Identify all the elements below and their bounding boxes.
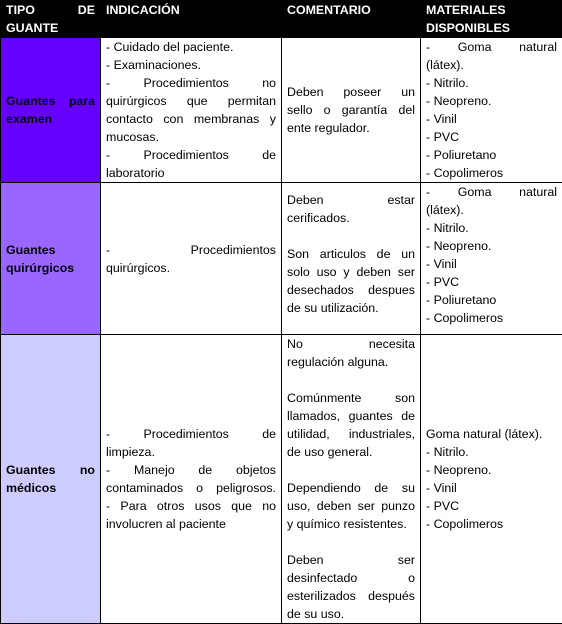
material-line: - Nitrilo. bbox=[426, 443, 557, 461]
indicacion-line: contacto con membranas y bbox=[106, 110, 276, 128]
header-tipo-word: TIPO bbox=[6, 3, 35, 17]
comentario-line: uso, deben ser punzo bbox=[287, 497, 415, 515]
material-line: (látex). bbox=[426, 56, 557, 74]
table-row bbox=[1, 335, 562, 624]
material-line: - Poliuretano bbox=[426, 146, 557, 164]
glove-type-line2: quirúrgicos bbox=[6, 259, 95, 277]
material-line: - Neopreno. bbox=[426, 461, 557, 479]
indicacion-cell bbox=[101, 335, 282, 624]
material-line: - Copolimeros bbox=[426, 164, 557, 182]
indicacion-line: laboratorio bbox=[106, 164, 276, 182]
material-line: - Goma natural bbox=[426, 38, 557, 56]
material-line: - Copolimeros bbox=[426, 309, 557, 327]
material-line: (látex). bbox=[426, 201, 557, 219]
comentario-line: Dependiendo de su bbox=[287, 479, 415, 497]
glove-type-line2: examen bbox=[6, 110, 95, 128]
glove-type-line2: médicos bbox=[6, 479, 95, 497]
materiales-cell bbox=[421, 335, 562, 624]
comentario-line: de su utilización. bbox=[287, 299, 415, 317]
indicacion-cell bbox=[101, 38, 282, 183]
indicacion-line: quirúrgicos que permitan bbox=[106, 92, 276, 110]
indicacion-line: involucren al paciente bbox=[106, 515, 276, 533]
material-line: - Nitrilo. bbox=[426, 74, 557, 92]
comentario-line: de uso general. bbox=[287, 443, 415, 461]
material-line: - Neopreno. bbox=[426, 92, 557, 110]
indicacion-line: - Procedimientos de bbox=[106, 425, 276, 443]
indicacion-line: quirúrgicos. bbox=[106, 259, 276, 277]
paragraph-gap bbox=[287, 533, 415, 551]
glove-type-word: para bbox=[69, 94, 95, 108]
comentario-line: solo uso y deben ser bbox=[287, 263, 415, 281]
indicacion-line: - Manejo de objetos bbox=[106, 461, 276, 479]
paragraph-gap bbox=[287, 227, 415, 245]
material-line: - Poliuretano bbox=[426, 291, 557, 309]
indicacion-line: - Cuidado del paciente. bbox=[106, 38, 276, 56]
comentario-cell bbox=[282, 38, 421, 183]
comentario-line: Deben estar bbox=[287, 191, 415, 209]
comentario-line: llamados, guantes de bbox=[287, 407, 415, 425]
glove-type-word: Guantes bbox=[6, 463, 56, 477]
header-indicacion bbox=[101, 1, 282, 38]
header-tipo-line2: GUANTE bbox=[6, 19, 95, 37]
glove-type-cell bbox=[1, 38, 101, 183]
material-line: - PVC bbox=[426, 497, 557, 515]
header-materiales-line2: DISPONIBLES bbox=[426, 19, 557, 37]
comentario-line: ente regulador. bbox=[287, 119, 415, 137]
comentario-line: sello o garantía del bbox=[287, 101, 415, 119]
header-de-word: DE bbox=[78, 3, 95, 17]
glove-type-line1: Guantes bbox=[6, 241, 95, 259]
comentario-line: Son articulos de un bbox=[287, 245, 415, 263]
material-line: Goma natural (látex). bbox=[426, 425, 557, 443]
glove-type-word: Guantes bbox=[6, 94, 56, 108]
material-line: - Vinil bbox=[426, 110, 557, 128]
material-line: - Vinil bbox=[426, 255, 557, 273]
material-line: - Neopreno. bbox=[426, 237, 557, 255]
comentario-line: desinfectado o bbox=[287, 569, 415, 587]
material-line: - Copolimeros bbox=[426, 515, 557, 533]
comentario-line: desechados despues bbox=[287, 281, 415, 299]
header-comentario-label: COMENTARIO bbox=[287, 3, 371, 17]
comentario-line: regulación alguna. bbox=[287, 353, 415, 371]
header-tipo-line1 bbox=[6, 1, 95, 19]
indicacion-line: - Examinaciones. bbox=[106, 56, 276, 74]
header-materiales-disponibles bbox=[421, 1, 562, 38]
material-line: - Vinil bbox=[426, 479, 557, 497]
comentario-line: utilidad, industriales, bbox=[287, 425, 415, 443]
header-materiales-line1: MATERIALES bbox=[426, 1, 557, 19]
comentario-line: Deben ser bbox=[287, 551, 415, 569]
header-indicacion-label: INDICACIÓN bbox=[106, 3, 180, 17]
indicacion-cell bbox=[101, 183, 282, 335]
glove-type-line1 bbox=[6, 92, 95, 110]
table-row bbox=[1, 183, 562, 335]
header-tipo-de-guante bbox=[1, 1, 101, 38]
indicacion-line: mucosas. bbox=[106, 128, 276, 146]
indicacion-line: - Procedimientos bbox=[106, 241, 276, 259]
table-header-row bbox=[1, 1, 562, 38]
material-line: - PVC bbox=[426, 128, 557, 146]
comentario-line: Comúnmente son bbox=[287, 389, 415, 407]
glove-type-line1 bbox=[6, 461, 95, 479]
indicacion-line: - Procedimientos no bbox=[106, 74, 276, 92]
indicacion-line: limpieza. bbox=[106, 443, 276, 461]
materiales-cell bbox=[421, 183, 562, 335]
materiales-cell bbox=[421, 38, 562, 183]
comentario-line: Deben poseer un bbox=[287, 83, 415, 101]
paragraph-gap bbox=[287, 371, 415, 389]
comentario-line: y químico resistentes. bbox=[287, 515, 415, 533]
glove-type-cell bbox=[1, 335, 101, 624]
table-row bbox=[1, 38, 562, 183]
paragraph-gap bbox=[287, 461, 415, 479]
glove-type-cell bbox=[1, 183, 101, 335]
indicacion-line: contaminados o peligrosos. bbox=[106, 479, 276, 497]
material-line: - Goma natural bbox=[426, 183, 557, 201]
indicacion-line: - Procedimientos de bbox=[106, 146, 276, 164]
comentario-line: esterilizados después bbox=[287, 587, 415, 605]
material-line: - PVC bbox=[426, 273, 557, 291]
comentario-line: de su uso. bbox=[287, 605, 415, 623]
comentario-line: cerificados. bbox=[287, 209, 415, 227]
glove-type-word: no bbox=[80, 463, 95, 477]
comentario-cell bbox=[282, 335, 421, 624]
indicacion-line: - Para otros usos que no bbox=[106, 497, 276, 515]
comentario-line: No necesita bbox=[287, 335, 415, 353]
header-comentario bbox=[282, 1, 421, 38]
material-line: - Nitrilo. bbox=[426, 219, 557, 237]
comentario-cell bbox=[282, 183, 421, 335]
